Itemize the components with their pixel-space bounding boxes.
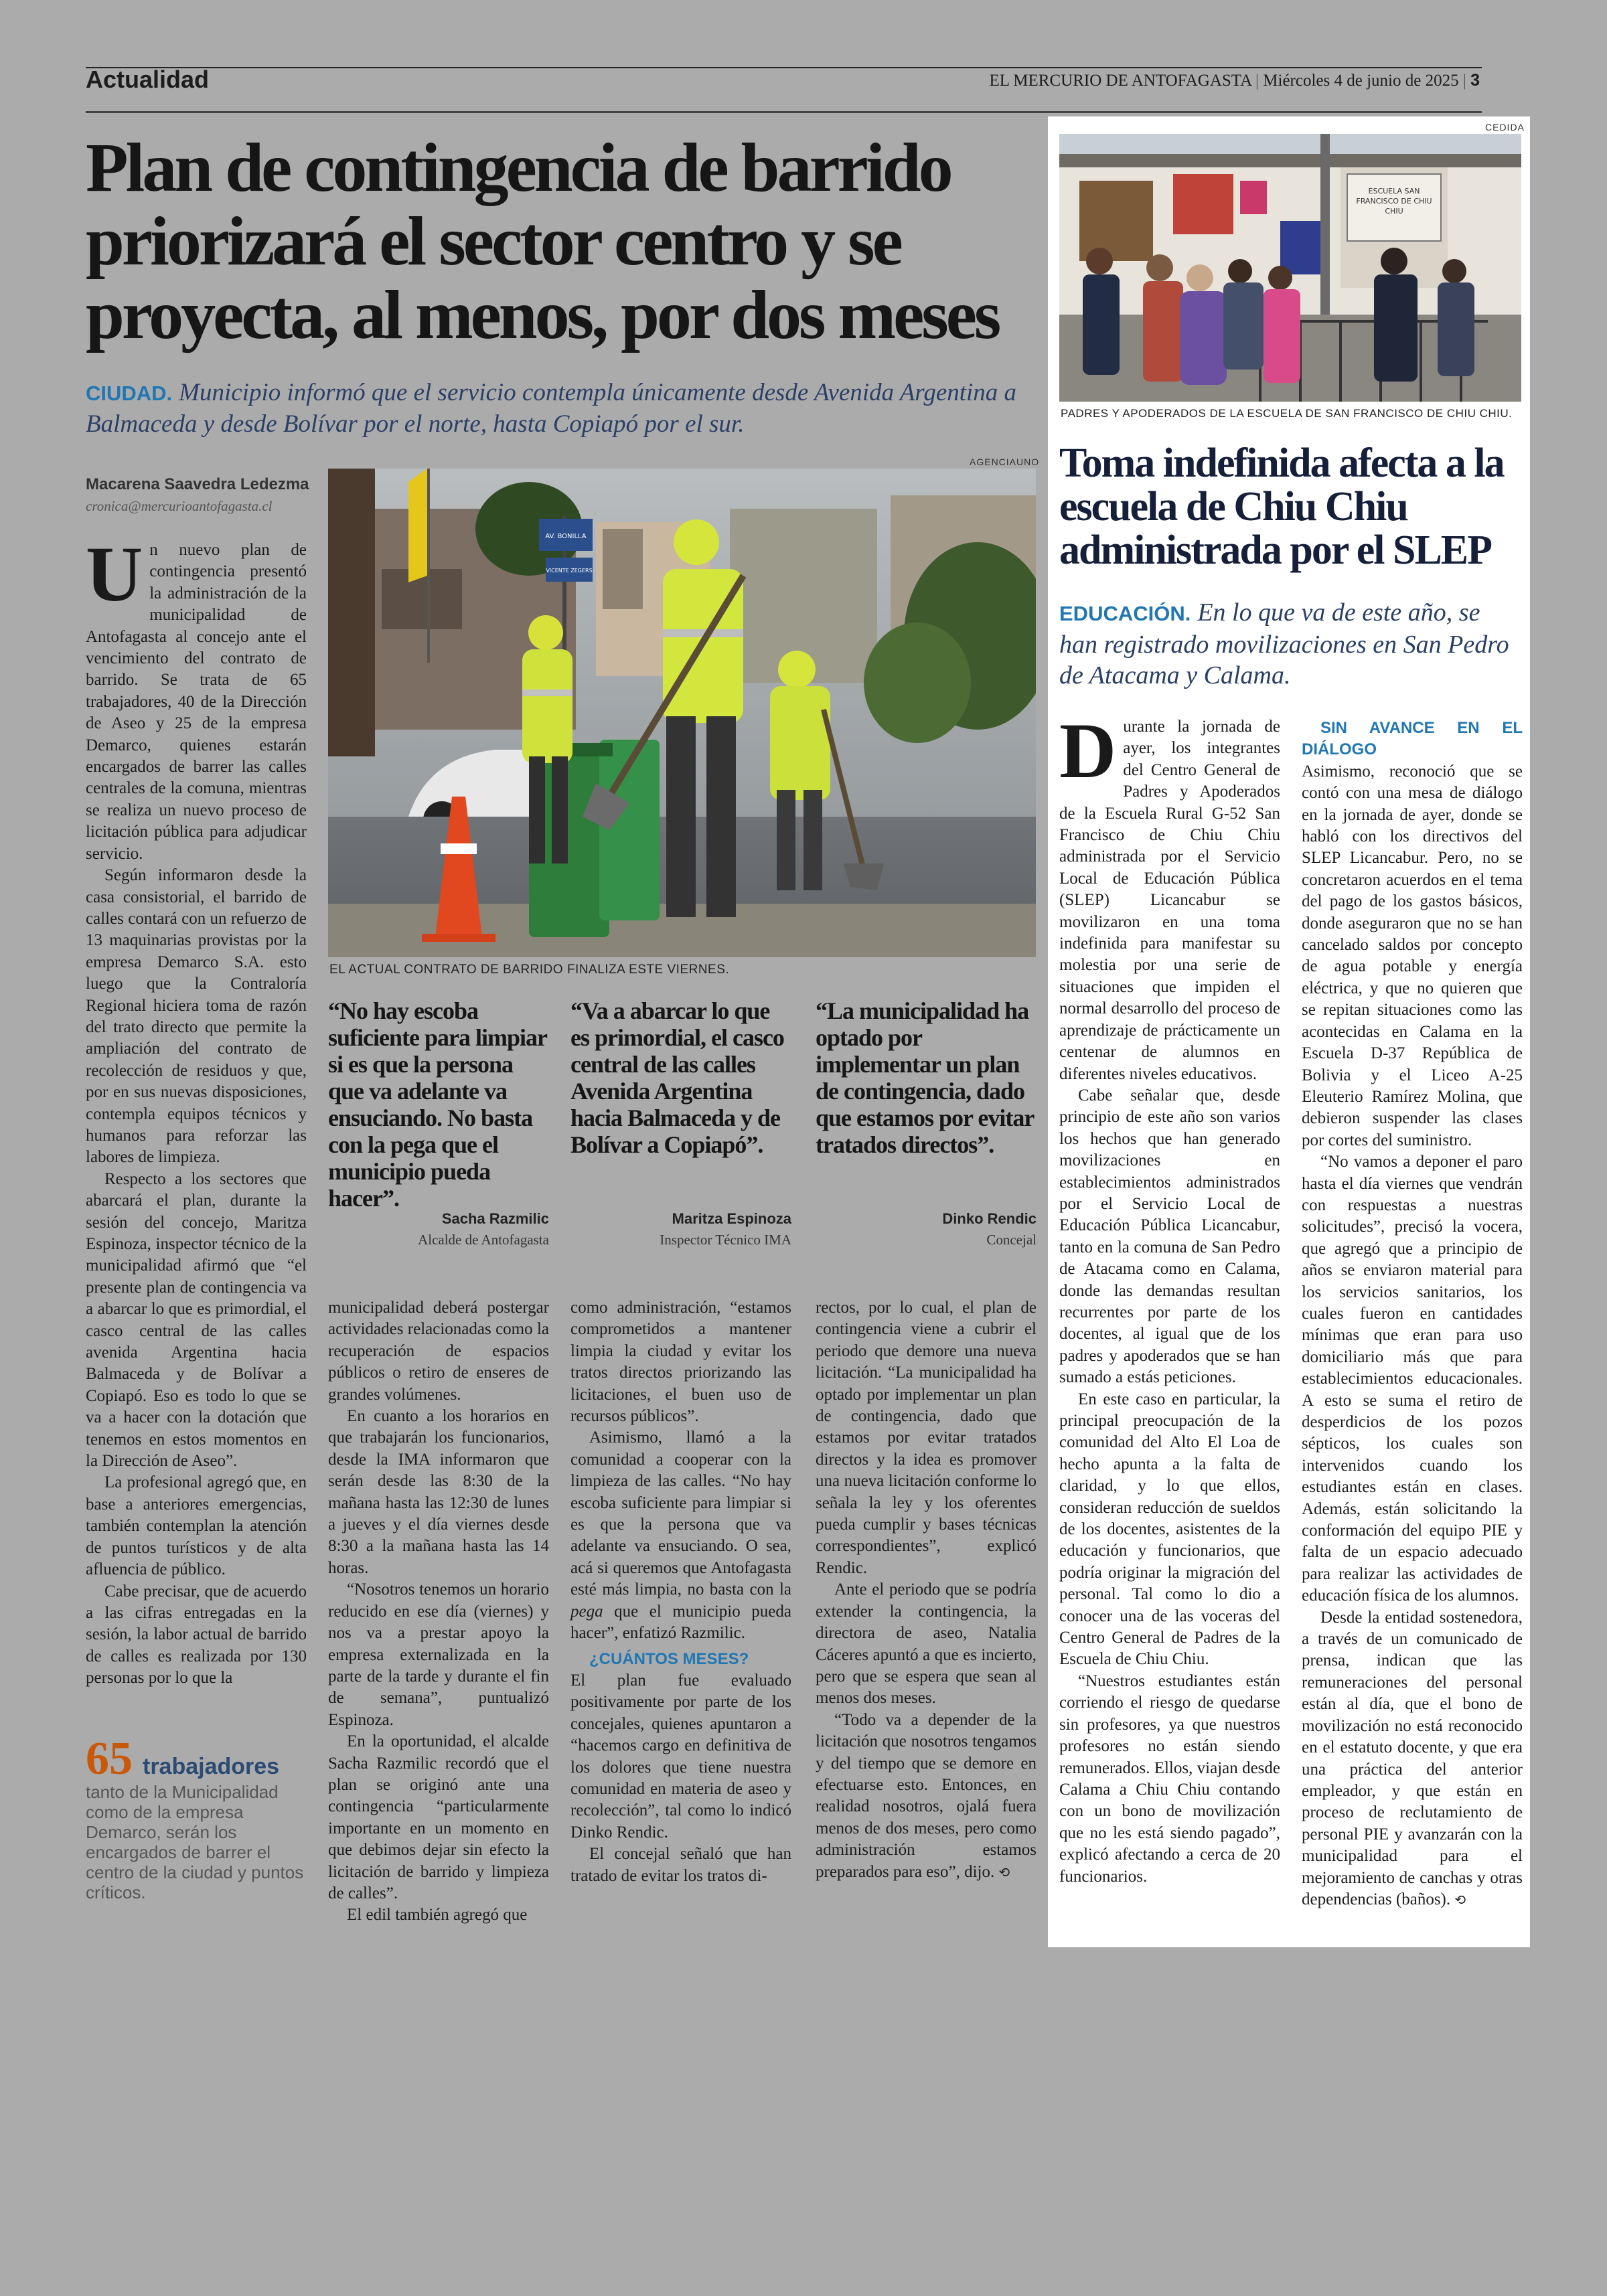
quote-3-name: Dinko Rendic [942,1210,1037,1227]
street-sweepers-photo [328,469,1036,957]
side-column-2 [1302,718,1523,1910]
paragraph: municipalidad deberá postergar actividades relacionadas como la recuperación de espacios públicos o retiro de enseres de grandes volúmenes. [328,1299,549,1404]
paragraph: Asimismo, reconoció que se contó con una mesa de diálogo en la jornada de ayer, donde se habló con los directivos del SLEP Licancabur. Pero, no se concretaron acuerdos en el tema del pago de los gastos básicos, donde aseguraron que no se han cancelado saldos por concepto de agua potable y energía eléctrica, y que no quieren que se repitan situaciones como las acontecidas en Calama en la Escuela D-37 República de Bolivia y el Liceo A-25 Eleuterio Ramírez Molina, que debieron suspender las clases por cortes del suministro. [1302,762,1523,1149]
school-sign: ESCUELA SAN FRANCISCO DE CHIU CHIU [1347,174,1441,241]
paragraph: El concejal señaló que han tratado de evitar los tratos di- [570,1845,791,1885]
main-photo-caption: EL ACTUAL CONTRATO DE BARRIDO FINALIZA ESTE VIERNES. [329,963,730,977]
header-rule [86,111,1482,113]
main-column-2 [328,1297,549,1926]
paragraph: En cuanto a los horarios en que trabajarán los funcionarios, desde la IMA informaron que serán desde las 8:30 de la mañana hasta las 12:30 de lunes a jueves y el día viernes desde 8:30 a la mañana hasta las 14 horas. [328,1407,549,1577]
main-column-4 [816,1297,1037,1883]
side-column-1 [1059,707,1280,1888]
top-rule [86,67,1482,68]
paragraph: Asimismo, llamó a la comunidad a cooperar con la limpieza de las calles. “No hay escoba suficiente para limpiar si es que la persona que va adelante va ensuciando. O sea, acá si queremos que Antofagasta esté más limpia, no basta con la pega que el municipio pueda hacer”, enfatizó Razmilic. [570,1428,791,1643]
paragraph: “Nosotros tenemos un horario reducido en ese día (viernes) y nos va a prestar apoyo la empresa externalizada en la parte de la tarde y durante el fin de semana”, puntualizó Espinoza. [328,1580,549,1729]
paragraph: En la oportunidad, el alcalde Sacha Razmilic recordó que el plan se originó ante una contingencia “particularmente importante en un momento en que debimos dejar sin efecto la licitación de barrido y limpieza de calles”. [328,1732,549,1902]
end-mark-icon: ⟲ [1454,1891,1466,1908]
paragraph: El edil también agregó que [347,1906,528,1924]
dropcap-u: U [86,530,143,618]
paragraph: urante la jornada de ayer, los integrantes del Centro General de Padres y Apoderados de la Escuela Rural G-52 San Francisco de Chiu Chiu administrada por el Servicio Local de Educación Pública (SLEP) Licancabur se movilizaron en una toma indefinida para manifestar su molestia por una serie de situaciones que impiden el normal desarrollo del proceso de aprendizaje de prácticamente un centenar de alumnos en diferentes niveles educativos. [1059,718,1280,1083]
main-photo-credit: AGENCIAUNO [970,457,1040,467]
quote-2-name: Maritza Espinoza [672,1210,791,1227]
main-headline: Plan de contingencia de barrido priorizará el sector centro y se proyecta, al menos, por dos meses [86,129,999,353]
dropcap-d: D [1059,707,1117,795]
subhead-cuantos-meses: ¿CUÁNTOS MESES? [589,1649,749,1668]
paragraph: Ante el periodo que se podría extender la contingencia, la directora de aseo, Natalia Cáceres apuntó a que es incierto, pero que se espera que sean al menos dos meses. [816,1580,1037,1708]
pull-quote-2: “Va a abarcar lo que es primordial, el casco central de las calles Avenida Argentina hacia Balmaceda y de Bolívar a Copiapó”. [570,997,784,1158]
side-deck [1059,597,1521,691]
paragraph: Cabe precisar, que de acuerdo a las cifras entregadas en la sesión, la labor actual de barrido de calles es realizada por 130 personas por lo que la [86,1582,307,1688]
paragraph: En este caso en particular, la principal preocupación de la comunidad del Alto El Loa de hecho apunta a la falta de claridad, y lo que ellos, consideran reducción de sueldos de los docentes, asistentes de la educación y funcionarios, que podría originar la migración del personal. Tal como lo dio a conocer una de las voceras del Centro General de Padres de la Escuela de Chiu Chiu. [1059,1390,1280,1669]
side-headline: Toma indefinida afecta a la escuela de Chiu Chiu administrada por el SLEP [1059,440,1504,573]
end-mark-icon: ⟲ [998,1864,1010,1880]
street-sign-bonilla [539,519,593,551]
side-photo-caption: PADRES Y APODERADOS DE LA ESCUELA DE SAN FRANCISCO DE CHIU CHIU. [1061,407,1513,420]
subhead-sin-avance: SIN AVANCE EN EL DIÁLOGO [1302,719,1523,759]
newspaper-name: EL MERCURIO DE ANTOFAGASTA [989,72,1251,90]
school-protest-photo [1059,134,1521,402]
stat-unit: trabajadores [143,1754,280,1779]
pull-quote-1: “No hay escoba suficiente para limpiar si es que la persona que va adelante va ensuciando. No basta con la pega que el municipio pueda hacer”. [328,997,547,1212]
stat-number: 65 [86,1733,133,1785]
paragraph: La profesional agregó que, en base a anteriores emergencias, también contemplan la atención de puntos turísticos y de alta afluencia de público. [86,1473,307,1579]
main-deck-text: Municipio informó que el servicio contempla únicamente desde Avenida Argentina a Balmaceda y desde Bolívar por el norte, hasta Copiapó por el sur. [86,379,1017,438]
paragraph: El plan fue evaluado positivamente por parte de los concejales, quienes apuntaron a “hacemos cargo en definitiva de los dolores que tiene nuestra comunidad en materia de aseo y recolección”, tal como lo indicó Dinko Rendic. [570,1671,791,1841]
quote-2-role: Inspector Técnico IMA [660,1232,791,1248]
paragraph: “Nuestros estudiantes están corriendo el riesgo de quedarse sin profesores, ya que nuestros profesores no están siendo remunerados. Ellos, viajan desde Calama a Chiu Chiu contando con un bono de movilización que no les está siendo pagado”, explicó afectando a cerca de 20 funcionarios. [1059,1671,1280,1886]
side-photo-credit: CEDIDA [1485,122,1525,133]
quote-1-name: Sacha Razmilic [441,1210,549,1227]
page-number: 3 [1470,71,1480,90]
main-kicker: CIUDAD. [86,382,173,405]
paragraph: “No vamos a deponer el paro hasta el día viernes que vendrán con respuestas a nuestras solicitudes”, precisó la vocera, que agregó que a principio de años se enviaron material para los servicios sanitarios, los cuales fueron en cantidades mínimas que eran para uso domiciliario más que para establecimientos educacionales. A esto se suma el retiro de desperdicios de los pozos sépticos, los cuales son intervenidos cuando los estudiantes están en clases. Además, están solicitando la conformación del equipo PIE y falta de un espacio adecuado para realizar las actividades de educación física de los alumnos. [1302,1153,1523,1605]
issue-date: Miércoles 4 de junio de 2025 [1263,72,1459,90]
paragraph: Respecto a los sectores que abarcará el plan, durante la sesión del concejo, Maritza Espinoza, inspector técnico de la municipalidad afirmó que “el presente plan de contingencia va a abarcar lo que es primordial, el casco central de las calles avenida Argentina hacia Balmaceda y de Bolívar a Copiapó. Eso es todo lo que se va a hacer con la dotación que tenemos en estos momentos en la Dirección de Aseo”. [86,1169,307,1471]
author-name: Macarena Saavedra Ledezma [86,475,309,493]
paragraph: Según informaron desde la casa consistorial, el barrido de calles contará con un refuerzo de 13 maquinarias provistas por la empresa Demarco S.A. esto luego que la Contraloría Regional hiciera toma de razón del trato directo que permite la ampliación del contrato de recolección de residuos y que, por en sus nuevas disposiciones, contempla equipos técnicos y humanos para reforzar las labores de limpieza. [86,866,307,1167]
svg-text:AV. BONILLA: AV. BONILLA [545,533,587,540]
side-kicker: EDUCACIÓN. [1059,602,1191,625]
paragraph: Desde la entidad sostenedora, a través de un comunicado de prensa, indican que las remuneraciones del personal están al día, que el bono de movilización no está reconocido en el estatuto docente, y que era una práctica del anterior empleador, y que están en proceso de reclutamiento de personal PIE y avanzarán con la municipalidad para el mejoramiento de canchas y otras dependencias (baños). ⟲ [1302,1608,1523,1908]
quote-3-role: Concejal [986,1232,1037,1248]
main-column-3 [570,1297,791,1887]
paragraph: como administración, “estamos comprometidos a mantener limpia la ciudad y evitar los tratos directos priorizando las licitaciones, el buen uso de recursos públicos”. [570,1299,791,1426]
main-column-1 [86,530,307,1690]
section-title: Actualidad [86,66,210,93]
side-deck-text: En lo que va de este año, se han registrado movilizaciones en San Pedro de Atacama y Calama. [1059,598,1509,689]
svg-text:VICENTE ZEGERS: VICENTE ZEGERS [546,568,593,574]
paragraph: “Todo va a depender de la licitación que nosotros tengamos y del tiempo que se demore en efectuarse esto. Entonces, en realidad nosotros, ojalá fuera menos de dos meses, pero como administración estamos preparados para eso”, dijo. ⟲ [816,1710,1037,1881]
pull-quote-3: “La municipalidad ha optado por implementar un plan de contingencia, dado que estamos por evitar tratados directos”. [816,997,1034,1158]
paragraph: n nuevo plan de contingencia presentó la administración de la municipalidad de Antofagasta al concejo ante el vencimiento del contrato de barrido. Se trata de 65 trabajadores, 40 de la Dirección de Aseo y 25 de la empresa Demarco, quienes estarán encargados de barrer las calles centrales de la comuna, mientras se realiza un nuevo proceso de licitación pública para adjudicar servicio. [86,541,307,863]
paragraph: rectos, por lo cual, el plan de contingencia viene a cubrir el periodo que demore una nueva licitación. “La municipalidad ha optado por implementar un plan de contingencia, dado que estamos por evitar tratados directos y la idea es promover una nueva licitación conforme lo señala la ley y los oferentes pueda cumplir y bases técnicas correspondientes”, explicó Rendic. [816,1299,1037,1577]
author-email[interactable]: cronica@mercurioantofagasta.cl [86,498,273,514]
main-deck [86,378,1063,440]
paragraph: Cabe señalar que, desde principio de este año son varios los hechos que han generado movilizaciones en establecimientos administrados por el Servicio Local de Educación Pública Licancabur, tanto en la comuna de San Pedro de Atacama como en Calama, donde las demandas resultan recurrentes por parte de los docentes, al igual que de los padres y apoderados que se han sumado a estás peticiones. [1059,1086,1280,1387]
street-sign-zegers [546,558,593,582]
quote-1-role: Alcalde de Antofagasta [418,1232,549,1248]
stat-description: tanto de la Municipalidad como de la empresa Demarco, serán los encargados de barrer el centro de la ciudad y puntos críticos. [86,1782,304,1902]
masthead: EL MERCURIO DE ANTOFAGASTA | Miércoles 4 de junio de 2025 | 3 [989,71,1480,90]
